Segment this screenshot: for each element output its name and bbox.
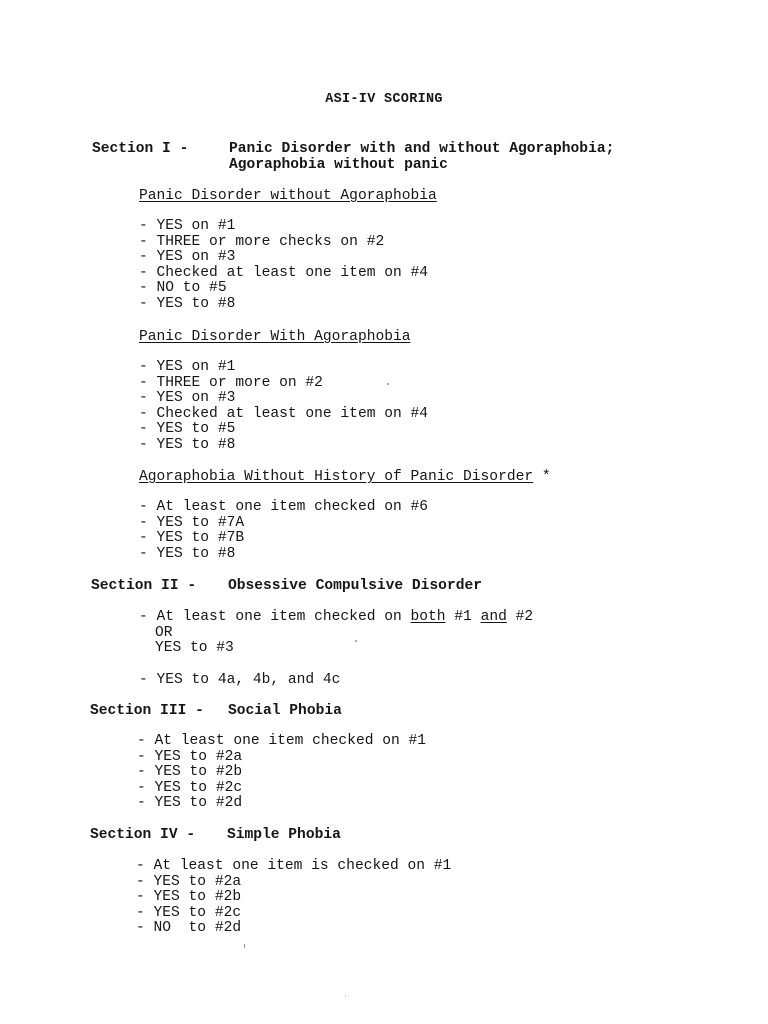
criteria-item: - YES to #8 [139,545,236,562]
ocd-yes-4: - YES to 4a, 4b, and 4c [139,672,341,688]
scan-speck [387,383,389,385]
criteria-item: - YES to #2b [137,764,243,781]
criteria-item: - YES to #2d [137,795,243,812]
criteria-item: - YES to #2c [136,904,242,921]
criteria-list-panic-without-agoraphobia [139,219,428,313]
ocd-yes-3: YES to #3 [155,640,234,656]
criteria-item: - THREE or more checks on #2 [139,233,385,250]
ocd-line1-and: and [480,609,507,625]
section-2-label: Section II - [91,578,197,594]
subsection-heading-panic-without-agoraphobia: Panic Disorder without Agoraphobia [139,188,437,204]
scan-speck [345,995,346,996]
subsection-heading-agoraphobia-no-panic-row [139,469,551,485]
criteria-item: - YES to #2b [136,889,242,906]
scan-speck [244,944,245,948]
criteria-list-simple-phobia [136,859,451,937]
criteria-list-panic-with-agoraphobia [139,360,428,454]
criteria-list-agoraphobia-no-panic [139,500,428,562]
criteria-item: - At least one item checked on #6 [139,499,429,515]
ocd-or: OR [155,625,173,641]
footnote-marker: * [533,469,551,485]
section-1-title-line2: Agoraphobia without panic [229,157,448,173]
criteria-item: - YES to #8 [139,295,236,312]
ocd-line1-suffix: #2 [506,609,534,625]
criteria-item: - YES to #5 [139,421,236,438]
criteria-item: - YES to #2a [137,748,243,765]
criteria-item: - YES on #1 [139,359,236,375]
criteria-item: - YES on #3 [139,390,236,407]
section-1-title-line1: Panic Disorder with and without Agoraphobia; [229,141,615,157]
criteria-item: - At least one item checked on #1 [137,733,427,749]
criteria-item: - At least one item is checked on #1 [136,858,452,874]
criteria-item: - NO to #2d [136,920,242,937]
criteria-item: - Checked at least one item on #4 [139,405,429,422]
section-2-title: Obsessive Compulsive Disorder [228,578,482,594]
criteria-list-social-phobia [137,734,426,812]
criteria-item: - YES on #3 [139,249,236,266]
page-title: ASI-IV SCORING [325,92,443,107]
criteria-item: - YES on #1 [139,218,236,234]
criteria-item: - THREE or more on #2 [139,374,323,391]
section-4-label: Section IV - [90,827,196,843]
criteria-item: - Checked at least one item on #4 [139,264,429,281]
section-3-label: Section III - [90,703,204,719]
ocd-line1-prefix: - At least one item checked on [139,609,411,625]
ocd-line1-both: both [410,609,446,625]
criteria-item: - YES to #2c [137,779,243,796]
criteria-item: - YES to #7B [139,530,245,547]
section-3-title: Social Phobia [228,703,342,719]
subsection-heading-panic-with-agoraphobia: Panic Disorder With Agoraphobia [139,329,411,345]
criteria-item: - YES to #7A [139,514,245,531]
section-1-label: Section I - [92,141,189,157]
criteria-item: - YES to #2a [136,873,242,890]
criteria-item: - YES to #8 [139,436,236,453]
subsection-heading-agoraphobia-no-panic: Agoraphobia Without History of Panic Disorder [139,469,534,485]
ocd-line1-mid: #1 [445,609,481,625]
section-4-title: Simple Phobia [227,827,341,843]
criteria-item: - NO to #5 [139,280,227,297]
ocd-criteria-line-1 [139,609,533,625]
scan-speck [355,640,357,642]
